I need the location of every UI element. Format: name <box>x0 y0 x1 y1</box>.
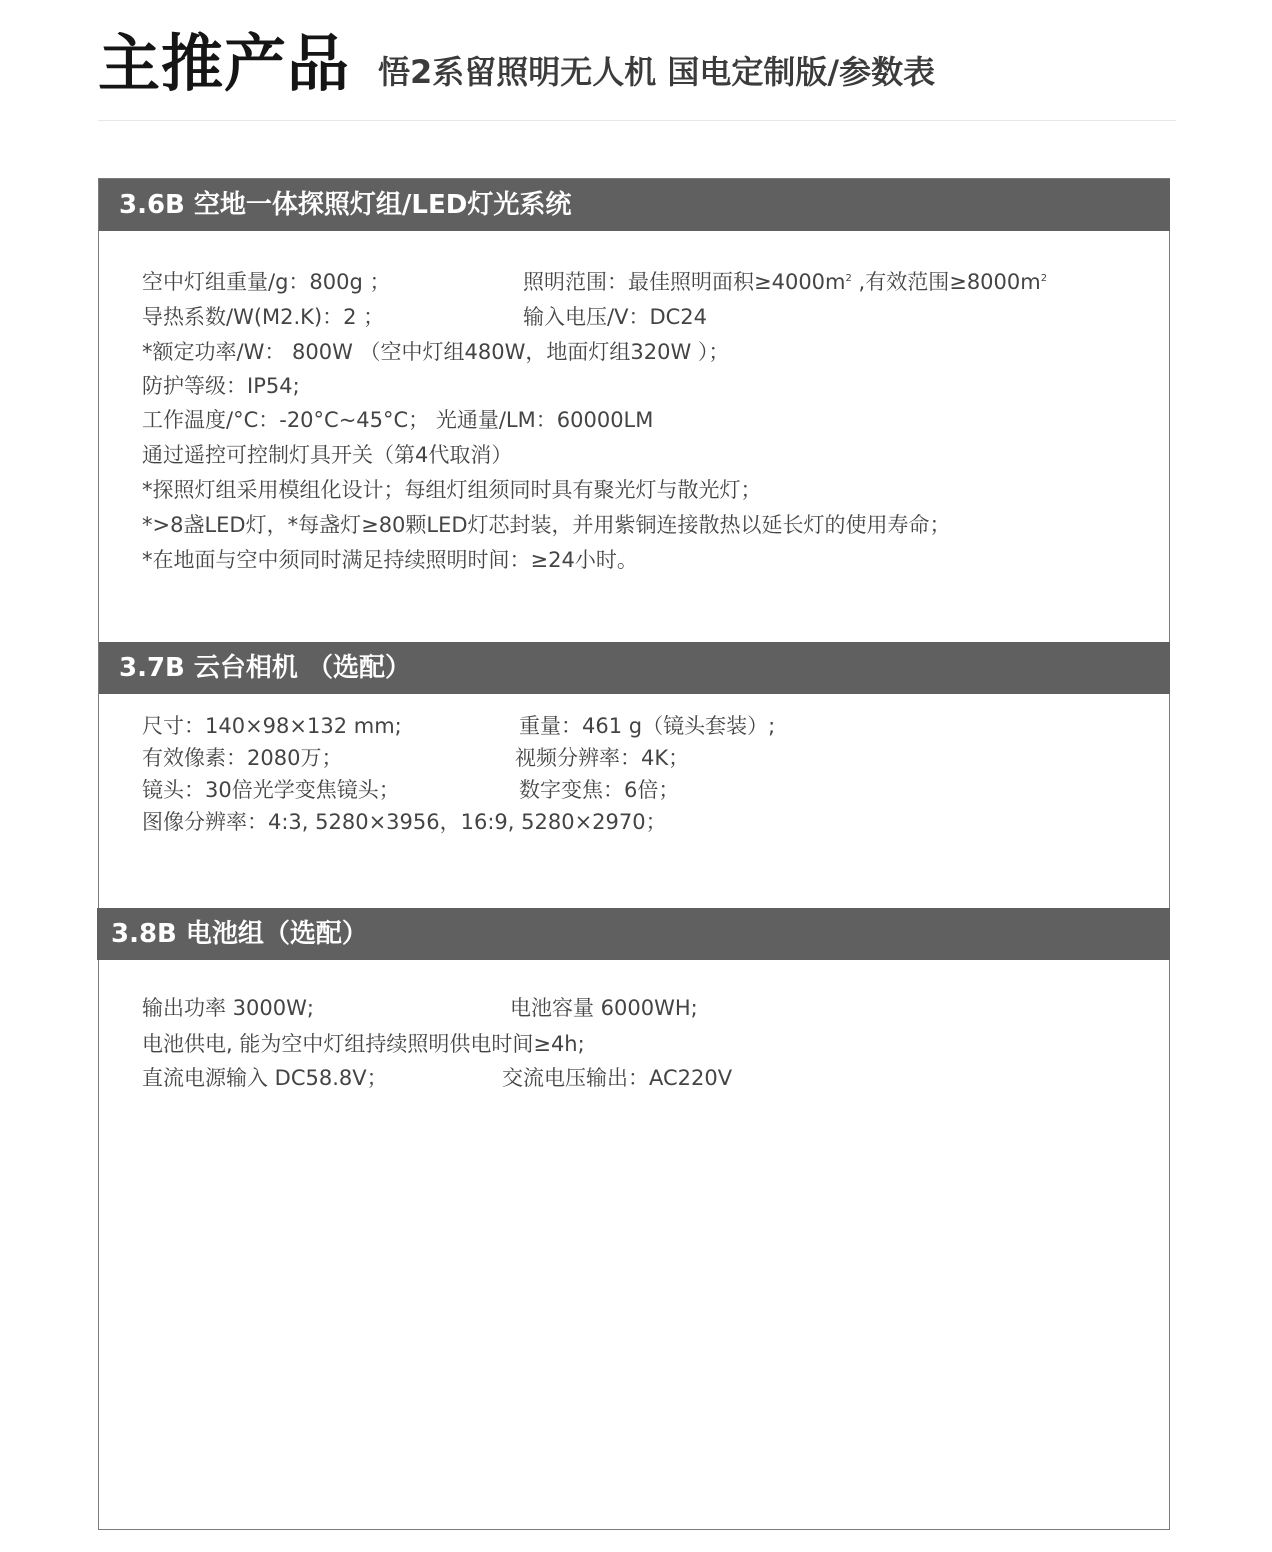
spec-item: 重量：461 g（镜头套装）; <box>519 714 776 738</box>
spec-item: 直流电源输入 DC58.8V； <box>142 1066 388 1090</box>
spec-item: 防护等级：IP54; <box>142 374 300 398</box>
spec-item: *在地面与空中须同时满足持续照明时间：≥24小时。 <box>142 548 638 572</box>
spec-item: 输入电压/V：DC24 <box>523 305 707 329</box>
spec-item: *探照灯组采用模组化设计；每组灯组须同时具有聚光灯与散光灯； <box>142 478 762 502</box>
spec-item: *额定功率/W： 800W （空中灯组480W，地面灯组320W ）； <box>142 340 730 364</box>
page-header <box>98 20 1176 121</box>
spec-item: 输出功率 3000W; <box>142 996 314 1020</box>
superscript-unit: 2 <box>845 273 852 284</box>
spec-item: 图像分辨率：4:3, 5280×3956，16:9, 5280×2970； <box>142 810 667 834</box>
spec-item: *>8盏LED灯，*每盏灯≥80颗LED灯芯封装，并用紫铜连接散热以延长灯的使用寿命； <box>142 513 951 537</box>
spec-item: 尺寸：140×98×132 mm; <box>142 714 402 738</box>
spec-item: 导热系数/W(M2.K)：2 ； <box>142 305 385 329</box>
spec-item: 工作温度/°C：-20°C~45°C； 光通量/LM：60000LM <box>142 408 654 432</box>
section-header-camera: 3.7B 云台相机 （选配） <box>99 642 1170 694</box>
section-header-battery: 3.8B 电池组（选配） <box>97 908 1170 960</box>
spec-item: 电池供电, 能为空中灯组持续照明供电时间≥4h; <box>142 1032 585 1056</box>
spec-item: 空中灯组重量/g：800g ； <box>142 270 391 294</box>
spec-text: 照明范围：最佳照明面积≥4000m <box>523 270 846 294</box>
superscript-unit: 2 <box>1040 273 1048 284</box>
spec-item <box>523 268 1047 296</box>
spec-text: ,有效范围≥8000m <box>851 270 1041 294</box>
page-subtitle: 悟2系留照明无人机 国电定制版/参数表 <box>378 53 936 91</box>
spec-item: 交流电压输出：AC220V <box>502 1066 733 1090</box>
spec-item: 电池容量 6000WH; <box>510 996 698 1020</box>
spec-item: 通过遥控可控制灯具开关（第4代取消） <box>142 443 513 467</box>
spec-item: 有效像素：2080万； <box>142 746 343 770</box>
spec-item: 镜头：30倍光学变焦镜头； <box>142 778 400 802</box>
page-title: 主推产品 <box>98 27 351 100</box>
spec-item: 视频分辨率：4K； <box>515 746 690 770</box>
section-header-lighting: 3.6B 空地一体探照灯组/LED灯光系统 <box>99 179 1170 231</box>
spec-item: 数字变焦：6倍； <box>519 778 680 802</box>
